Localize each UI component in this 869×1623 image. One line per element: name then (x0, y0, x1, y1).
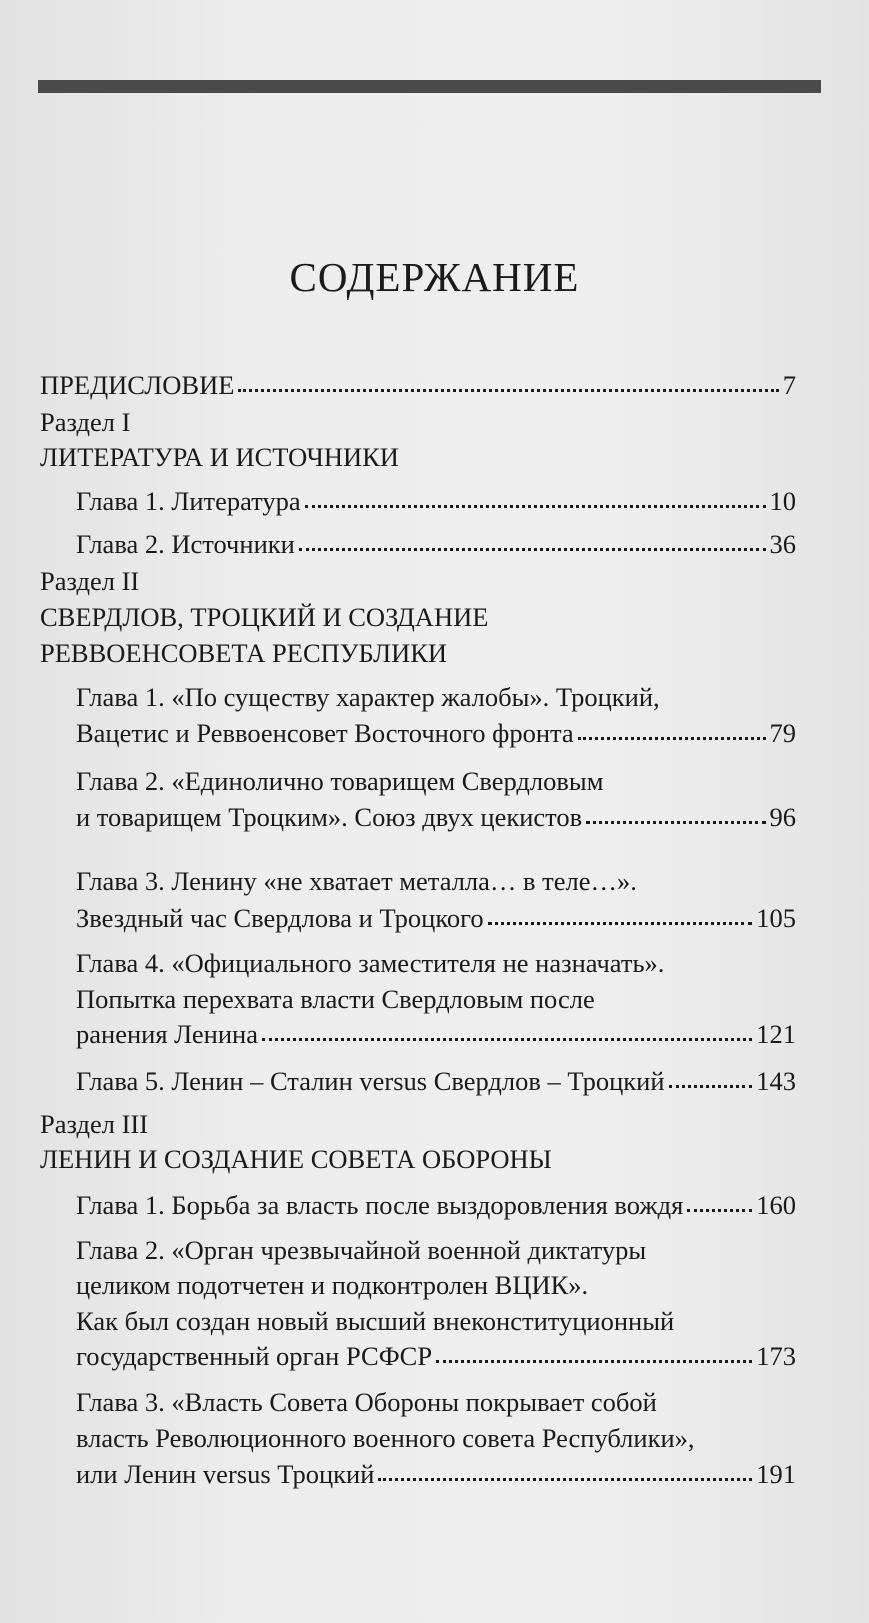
dot-leader (488, 907, 753, 927)
toc-entry (76, 716, 796, 750)
dot-leader (378, 1463, 752, 1483)
section-label: Раздел I (40, 407, 131, 437)
toc-entry (76, 901, 796, 935)
toc-page-number: 160 (756, 1190, 796, 1220)
toc-page-number: 121 (756, 1019, 796, 1049)
toc-entry-label: Глава 1. Борьба за власть после выздоровления вождя (76, 1190, 684, 1220)
section-label: Раздел III (40, 1109, 149, 1139)
toc-entry (76, 1017, 796, 1051)
toc-entry (76, 1188, 796, 1222)
section-title: ЛЕНИН И СОЗДАНИЕ СОВЕТА ОБОРОНЫ (40, 1144, 552, 1174)
section-title: СВЕРДЛОВ, ТРОЦКИЙ И СОЗДАНИЕ (40, 602, 489, 632)
toc-entry (76, 1064, 796, 1098)
toc-entry-label: государственный орган РСФСР (76, 1341, 433, 1371)
toc-entry (76, 527, 796, 561)
toc-entry-line: Глава 2. «Единолично товарищем Свердловым (76, 766, 604, 796)
toc-page-number: 173 (756, 1341, 796, 1371)
dot-leader (436, 1345, 752, 1365)
toc-entry-label: Глава 5. Ленин – Сталин versus Свердлов – Троцкий (76, 1066, 665, 1096)
toc-entry-label: ранения Ленина (76, 1019, 258, 1049)
toc-entry-label: Звездный час Свердлова и Троцкого (76, 903, 484, 933)
toc-entry-line: Глава 3. Ленину «не хватает металла… в теле…». (76, 866, 637, 896)
toc-page-number: 143 (756, 1066, 796, 1096)
toc-entry-line: власть Революционного военного совета Республики», (76, 1423, 695, 1453)
toc-entry-label: Вацетис и Реввоенсовет Восточного фронта (76, 718, 574, 748)
dot-leader (262, 1023, 752, 1043)
toc-entry-label: или Ленин versus Троцкий (76, 1459, 375, 1489)
toc-entry-label: ПРЕДИСЛОВИЕ (40, 370, 235, 400)
dot-leader (669, 1070, 753, 1090)
toc-page-number: 7 (782, 370, 796, 400)
toc-entry (76, 1339, 796, 1373)
dot-leader (586, 806, 765, 826)
toc-entry-line: Глава 2. «Орган чрезвычайной военной диктатуры (76, 1235, 647, 1265)
header-rule (38, 80, 821, 93)
toc-entry-line: Как был создан новый высший внеконституционный (76, 1306, 675, 1336)
toc-page-number: 105 (756, 903, 796, 933)
bleed-through-shadow (170, 140, 790, 230)
toc-entry-line: Глава 1. «По существу характер жалобы». Троцкий, (76, 682, 660, 712)
toc-entry (76, 800, 796, 834)
dot-leader (238, 374, 778, 394)
dot-leader (305, 490, 766, 510)
toc-page-number: 10 (769, 486, 796, 516)
toc-page-number: 191 (756, 1459, 796, 1489)
dot-leader (299, 533, 766, 553)
section-title: РЕВВОЕНСОВЕТА РЕСПУБЛИКИ (40, 638, 448, 668)
toc-page-number: 79 (769, 718, 796, 748)
toc-entry-line: целиком подотчетен и подконтролен ВЦИК». (76, 1270, 589, 1300)
toc-page-number: 96 (769, 802, 796, 832)
toc-entry-label: Глава 1. Литература (76, 486, 301, 516)
section-title: ЛИТЕРАТУРА И ИСТОЧНИКИ (40, 442, 399, 472)
toc-entry-label: и товарищем Троцким». Союз двух цекистов (76, 802, 583, 832)
section-label: Раздел II (40, 566, 140, 596)
toc-entry-line: Глава 3. «Власть Совета Обороны покрывает собой (76, 1387, 657, 1417)
toc-entry-preface (40, 368, 796, 402)
dot-leader (687, 1194, 752, 1214)
toc-entry (76, 484, 796, 518)
toc-page-number: 36 (769, 529, 796, 559)
toc-entry-label: Глава 2. Источники (76, 529, 295, 559)
page-title: СОДЕРЖАНИЕ (289, 254, 580, 300)
toc-entry (76, 1457, 796, 1491)
toc-entry-line: Глава 4. «Официального заместителя не назначать». (76, 948, 665, 978)
dot-leader (578, 722, 766, 742)
toc-entry-line: Попытка перехвата власти Свердловым после (76, 984, 595, 1014)
